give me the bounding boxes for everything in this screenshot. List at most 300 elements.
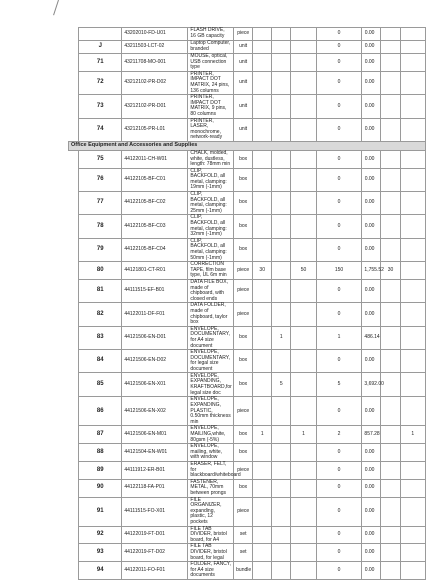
quarter-1-qty: [253, 279, 272, 302]
quarter-1-qty: [253, 497, 272, 526]
table-row: [69, 397, 426, 426]
row-margin-cell: [69, 303, 79, 326]
quarter-3-qty: [291, 462, 316, 480]
table-row: [69, 373, 426, 397]
item-description: PRINTER, IMPACT DOT MATRIX, 24 pins, 136 columns: [188, 71, 234, 94]
total-amount: 0.00: [362, 479, 381, 497]
item-code: 44121506-EN-D02: [122, 350, 188, 373]
quarter-2-qty: [272, 192, 291, 215]
unit-of-measure: box: [234, 479, 253, 497]
table-row: [69, 497, 426, 526]
row-margin-cell: [69, 562, 79, 580]
total-quantity: 0: [316, 41, 362, 54]
item-description: ENVELOPE, MAILING,white, 80gsm (-5%): [188, 426, 234, 444]
qty-col-b: [400, 41, 425, 54]
qty-col-a: [381, 279, 400, 302]
row-margin-cell: [69, 444, 79, 462]
quarter-1-qty: [253, 215, 272, 238]
qty-col-a: [381, 54, 400, 72]
quarter-2-qty: [272, 71, 291, 94]
item-code: 44121506-EN-M01: [122, 426, 188, 444]
item-number: 81: [79, 279, 122, 302]
table-row: [69, 238, 426, 261]
item-code: 44121506-EN-X01: [122, 373, 188, 397]
total-amount: 486.14: [362, 326, 381, 349]
row-margin-cell: [69, 41, 79, 54]
total-quantity: 0: [316, 562, 362, 580]
qty-col-b: [400, 326, 425, 349]
unit-of-measure: piece: [234, 303, 253, 326]
qty-col-b: [400, 444, 425, 462]
total-quantity: 0: [316, 118, 362, 141]
quarter-1-qty: 30: [253, 262, 272, 280]
quarter-2-qty: [272, 562, 291, 580]
unit-of-measure: set: [234, 544, 253, 562]
unit-of-measure: bundle: [234, 562, 253, 580]
total-quantity: 0: [316, 71, 362, 94]
unit-of-measure: unit: [234, 54, 253, 72]
item-code: 44122105-BF-C04: [122, 238, 188, 261]
table-row: [69, 562, 426, 580]
item-description: CORRECTION TAPE, film base type, UL 6m min: [188, 262, 234, 280]
total-amount: 0.00: [362, 303, 381, 326]
quarter-2-qty: [272, 479, 291, 497]
total-amount: 0.00: [362, 192, 381, 215]
row-margin-cell: [69, 462, 79, 480]
qty-col-b: [400, 95, 425, 118]
unit-of-measure: box: [234, 326, 253, 349]
qty-col-b: [400, 262, 425, 280]
quarter-2-qty: [272, 150, 291, 168]
table-row: [69, 526, 426, 544]
quarter-1-qty: [253, 397, 272, 426]
item-number: 87: [79, 426, 122, 444]
item-code: 43211708-MO-001: [122, 54, 188, 72]
quarter-3-qty: 50: [291, 262, 316, 280]
total-quantity: 0: [316, 279, 362, 302]
section-title: Office Equipment and Accessories and Supplies: [69, 141, 426, 150]
quarter-2-qty: [272, 41, 291, 54]
item-number: 88: [79, 444, 122, 462]
item-code: 44121506-EN-D01: [122, 326, 188, 349]
total-quantity: 0: [316, 544, 362, 562]
quarter-3-qty: [291, 54, 316, 72]
item-code: 44122011-DF-F01: [122, 303, 188, 326]
quarter-3-qty: [291, 444, 316, 462]
item-code: 44111515-FO-X01: [122, 497, 188, 526]
item-code: 44121506-EN-X02: [122, 397, 188, 426]
unit-of-measure: set: [234, 526, 253, 544]
qty-col-b: [400, 118, 425, 141]
quarter-2-qty: [272, 28, 291, 41]
table-row: [69, 479, 426, 497]
item-description: CLIP, BACKFOLD, all metal, clamping: 19mm (-1mm): [188, 168, 234, 191]
item-number: 78: [79, 215, 122, 238]
unit-of-measure: unit: [234, 41, 253, 54]
row-margin-cell: [69, 526, 79, 544]
quarter-2-qty: [272, 426, 291, 444]
total-quantity: 0: [316, 95, 362, 118]
quarter-2-qty: [272, 95, 291, 118]
total-amount: 0.00: [362, 497, 381, 526]
qty-col-a: [381, 71, 400, 94]
unit-of-measure: box: [234, 238, 253, 261]
total-quantity: 0: [316, 444, 362, 462]
row-margin-cell: [69, 28, 79, 41]
unit-of-measure: unit: [234, 95, 253, 118]
total-amount: 0.00: [362, 397, 381, 426]
qty-col-b: [400, 71, 425, 94]
row-margin-cell: [69, 373, 79, 397]
quarter-1-qty: [253, 28, 272, 41]
row-margin-cell: [69, 497, 79, 526]
qty-col-b: 1: [400, 426, 425, 444]
total-quantity: 0: [316, 479, 362, 497]
qty-col-a: [381, 479, 400, 497]
table-row: [69, 215, 426, 238]
qty-col-a: [381, 397, 400, 426]
procurement-table: [68, 27, 426, 580]
table-row: [69, 41, 426, 54]
item-number: 71: [79, 54, 122, 72]
quarter-2-qty: 1: [272, 326, 291, 349]
quarter-1-qty: [253, 326, 272, 349]
row-margin-cell: [69, 426, 79, 444]
quarter-3-qty: [291, 350, 316, 373]
item-description: ENVELOPE, DOCUMENTARY, for A4 size document: [188, 326, 234, 349]
quarter-3-qty: [291, 118, 316, 141]
quarter-3-qty: [291, 95, 316, 118]
total-amount: 0.00: [362, 95, 381, 118]
qty-col-a: [381, 41, 400, 54]
row-margin-cell: [69, 150, 79, 168]
item-number: 84: [79, 350, 122, 373]
total-amount: 0.00: [362, 118, 381, 141]
table-row: [69, 326, 426, 349]
qty-col-b: [400, 462, 425, 480]
item-description: ERASER, FELT, for blackboard/whiteboard: [188, 462, 234, 480]
table-body: [69, 28, 426, 580]
quarter-1-qty: [253, 95, 272, 118]
item-code: 44122019-FT-D01: [122, 526, 188, 544]
unit-of-measure: box: [234, 192, 253, 215]
item-code: 44122118-FA-P01: [122, 479, 188, 497]
total-amount: 0.00: [362, 462, 381, 480]
quarter-3-qty: [291, 326, 316, 349]
qty-col-b: [400, 279, 425, 302]
quarter-2-qty: 5: [272, 373, 291, 397]
quarter-2-qty: [272, 497, 291, 526]
row-margin-cell: [69, 168, 79, 191]
quarter-1-qty: [253, 479, 272, 497]
total-quantity: 0: [316, 238, 362, 261]
quarter-2-qty: [272, 526, 291, 544]
qty-col-a: [381, 28, 400, 41]
row-margin-cell: [69, 238, 79, 261]
unit-of-measure: box: [234, 168, 253, 191]
row-margin-cell: [69, 71, 79, 94]
item-description: FASTENER, METAL, 70mm between prongs: [188, 479, 234, 497]
quarter-3-qty: [291, 562, 316, 580]
table-row: [69, 444, 426, 462]
quarter-2-qty: [272, 444, 291, 462]
table-row: [69, 279, 426, 302]
table-row: [69, 303, 426, 326]
quarter-2-qty: [272, 303, 291, 326]
quarter-2-qty: [272, 118, 291, 141]
item-description: CLIP, BACKFOLD, all metal, clamping: 32mm (-1mm): [188, 215, 234, 238]
table-row: [69, 462, 426, 480]
quarter-2-qty: [272, 279, 291, 302]
quarter-1-qty: [253, 41, 272, 54]
quarter-3-qty: [291, 150, 316, 168]
row-margin-cell: [69, 397, 79, 426]
row-margin-cell: [69, 118, 79, 141]
quarter-2-qty: [272, 544, 291, 562]
unit-of-measure: unit: [234, 118, 253, 141]
total-quantity: 0: [316, 397, 362, 426]
row-margin-cell: [69, 215, 79, 238]
qty-col-a: [381, 95, 400, 118]
item-number: 72: [79, 71, 122, 94]
unit-of-measure: box: [234, 215, 253, 238]
item-code: 43211503-LCT-02: [122, 41, 188, 54]
total-amount: 0.00: [362, 544, 381, 562]
item-code: 44111515-EF-B01: [122, 279, 188, 302]
table-row: [69, 350, 426, 373]
qty-col-b: [400, 303, 425, 326]
row-margin-cell: [69, 192, 79, 215]
total-quantity: 0: [316, 192, 362, 215]
qty-col-a: [381, 562, 400, 580]
quarter-3-qty: [291, 373, 316, 397]
quarter-2-qty: [272, 397, 291, 426]
qty-col-a: [381, 326, 400, 349]
qty-col-a: [381, 544, 400, 562]
total-quantity: 0: [316, 303, 362, 326]
quarter-1-qty: [253, 444, 272, 462]
unit-of-measure: box: [234, 350, 253, 373]
item-description: CLIP, BACKFOLD, all metal, clamping: 50mm (-1mm): [188, 238, 234, 261]
row-margin-cell: [69, 479, 79, 497]
quarter-1-qty: [253, 168, 272, 191]
item-description: FILE TAB DIVIDER, bristol board, for legal: [188, 544, 234, 562]
total-amount: 0.00: [362, 562, 381, 580]
unit-of-measure: piece: [234, 462, 253, 480]
item-number: 91: [79, 497, 122, 526]
unit-of-measure: piece: [234, 28, 253, 41]
quarter-1-qty: [253, 71, 272, 94]
table-row: [69, 28, 426, 41]
item-code: 44122011-CH-W01: [122, 150, 188, 168]
quarter-1-qty: 1: [253, 426, 272, 444]
qty-col-b: [400, 397, 425, 426]
table-row: [69, 192, 426, 215]
item-number: [79, 28, 122, 41]
item-number: 86: [79, 397, 122, 426]
total-quantity: 2: [316, 426, 362, 444]
table-row: [69, 71, 426, 94]
item-code: 43202010-FD-U01: [122, 28, 188, 41]
qty-col-a: [381, 497, 400, 526]
item-description: DATA FOLDER, made of chipboard, taylor box: [188, 303, 234, 326]
item-code: 43212102-PR-D01: [122, 95, 188, 118]
item-number: 83: [79, 326, 122, 349]
quarter-3-qty: [291, 215, 316, 238]
qty-col-a: [381, 168, 400, 191]
total-quantity: 0: [316, 526, 362, 544]
qty-col-b: [400, 238, 425, 261]
item-number: 80: [79, 262, 122, 280]
item-number: 75: [79, 150, 122, 168]
qty-col-a: [381, 215, 400, 238]
quarter-2-qty: [272, 54, 291, 72]
item-description: PRINTER, LASER, monochrome, network-ready: [188, 118, 234, 141]
quarter-1-qty: [253, 373, 272, 397]
item-description: ENVELOPE, DOCUMENTARY, for legal size document: [188, 350, 234, 373]
table-row: [69, 544, 426, 562]
unit-of-measure: box: [234, 373, 253, 397]
quarter-2-qty: [272, 462, 291, 480]
quarter-1-qty: [253, 238, 272, 261]
quarter-1-qty: [253, 150, 272, 168]
total-quantity: 0: [316, 168, 362, 191]
unit-of-measure: box: [234, 426, 253, 444]
quarter-3-qty: [291, 41, 316, 54]
quarter-3-qty: [291, 497, 316, 526]
unit-of-measure: unit: [234, 71, 253, 94]
item-description: PRINTER, IMPACT DOT MATRIX, 9 pins, 80 columns: [188, 95, 234, 118]
row-margin-cell: [69, 95, 79, 118]
qty-col-a: [381, 444, 400, 462]
qty-col-b: [400, 479, 425, 497]
unit-of-measure: piece: [234, 262, 253, 280]
item-description: ENVELOPE, EXPANDING, KRAFTBOARD,for legal size doc: [188, 373, 234, 397]
item-description: FILE ORGANIZER, expanding, plastic, 12 pockets: [188, 497, 234, 526]
table-row: [69, 54, 426, 72]
total-amount: 3,692.00: [362, 373, 381, 397]
item-number: 76: [79, 168, 122, 191]
total-quantity: 0: [316, 150, 362, 168]
item-description: MOUSE, optical, USB connection type: [188, 54, 234, 72]
total-quantity: 1: [316, 326, 362, 349]
qty-col-b: [400, 54, 425, 72]
item-description: FILE TAB DIVIDER, bristol board, for A4: [188, 526, 234, 544]
row-margin-cell: [69, 262, 79, 280]
qty-col-b: [400, 526, 425, 544]
pen-mark: [53, 0, 59, 15]
quarter-3-qty: [291, 192, 316, 215]
quarter-2-qty: [272, 350, 291, 373]
table-row: [69, 118, 426, 141]
unit-of-measure: box: [234, 150, 253, 168]
unit-of-measure: piece: [234, 497, 253, 526]
total-amount: 0.00: [362, 526, 381, 544]
table-row: [69, 426, 426, 444]
unit-of-measure: piece: [234, 397, 253, 426]
total-amount: 0.00: [362, 28, 381, 41]
row-margin-cell: [69, 54, 79, 72]
total-amount: 857.28: [362, 426, 381, 444]
item-code: 43212102-PR-D02: [122, 71, 188, 94]
item-number: 74: [79, 118, 122, 141]
table-row: [69, 262, 426, 280]
qty-col-b: [400, 350, 425, 373]
table-row: [69, 95, 426, 118]
quarter-1-qty: [253, 562, 272, 580]
item-code: 44122019-FT-D02: [122, 544, 188, 562]
total-quantity: 0: [316, 28, 362, 41]
total-quantity: 0: [316, 350, 362, 373]
qty-col-a: [381, 118, 400, 141]
unit-of-measure: piece: [234, 279, 253, 302]
item-description: CHALK, molded, white, dustless, length: 78mm min: [188, 150, 234, 168]
quarter-3-qty: [291, 544, 316, 562]
item-code: 44122011-FO-F01: [122, 562, 188, 580]
qty-col-a: [381, 150, 400, 168]
total-quantity: 150: [316, 262, 362, 280]
qty-col-b: [400, 168, 425, 191]
qty-col-b: [400, 497, 425, 526]
quarter-2-qty: [272, 168, 291, 191]
total-amount: 0.00: [362, 350, 381, 373]
total-amount: 0.00: [362, 71, 381, 94]
quarter-3-qty: [291, 28, 316, 41]
total-amount: 0.00: [362, 279, 381, 302]
qty-col-b: [400, 373, 425, 397]
item-code: 44122105-BF-C02: [122, 192, 188, 215]
qty-col-b: [400, 150, 425, 168]
qty-col-a: [381, 462, 400, 480]
item-description: ENVELOPE, EXPANDING, PLASTIC, 0.50mm thickness min: [188, 397, 234, 426]
qty-col-a: [381, 238, 400, 261]
quarter-1-qty: [253, 462, 272, 480]
row-margin-cell: [69, 326, 79, 349]
item-number: 94: [79, 562, 122, 580]
unit-of-measure: box: [234, 444, 253, 462]
quarter-3-qty: 1: [291, 426, 316, 444]
item-code: 44111912-ER-B01: [122, 462, 188, 480]
qty-col-b: [400, 28, 425, 41]
total-quantity: 0: [316, 497, 362, 526]
row-margin-cell: [69, 350, 79, 373]
row-margin-cell: [69, 279, 79, 302]
item-description: ENVELOPE, mailing, white, with window: [188, 444, 234, 462]
total-amount: 0.00: [362, 444, 381, 462]
total-quantity: 0: [316, 462, 362, 480]
item-code: 44122105-BF-C03: [122, 215, 188, 238]
item-number: J: [79, 41, 122, 54]
total-quantity: 5: [316, 373, 362, 397]
qty-col-b: [400, 562, 425, 580]
total-amount: 1,755.52: [362, 262, 381, 280]
total-quantity: 0: [316, 54, 362, 72]
qty-col-a: [381, 350, 400, 373]
total-quantity: 0: [316, 215, 362, 238]
qty-col-b: [400, 192, 425, 215]
item-code: 44121801-CT-R01: [122, 262, 188, 280]
item-number: 85: [79, 373, 122, 397]
item-description: FLASH DRIVE, 16 GB capacity: [188, 28, 234, 41]
total-amount: 0.00: [362, 54, 381, 72]
quarter-3-qty: [291, 238, 316, 261]
total-amount: 0.00: [362, 238, 381, 261]
quarter-3-qty: [291, 71, 316, 94]
qty-col-a: [381, 526, 400, 544]
section-row: [69, 141, 426, 150]
quarter-1-qty: [253, 54, 272, 72]
total-amount: 0.00: [362, 168, 381, 191]
